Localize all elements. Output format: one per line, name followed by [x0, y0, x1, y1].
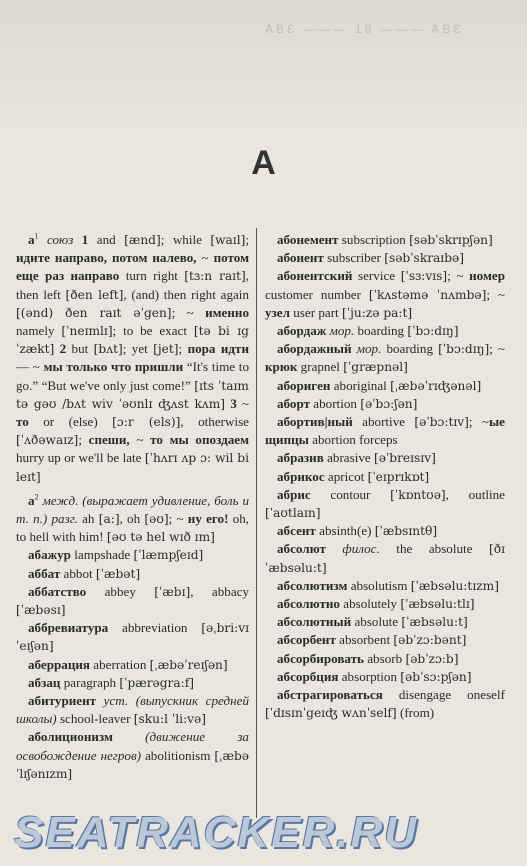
entry-abolitsionizm: аболиционизм (движение за освобождение негров) abolitionism [ˌæbəˈlɪʃənɪzm]: [16, 729, 249, 781]
entry-a1: $а^1$ союз 1 and [ænd]; while [waɪl]; идите направо, потом налево, ~ потом еще раз направо turn right [tɜ:n raɪt], then left [ðen left], (and) then right again [(ənd) ðen raɪt əˈgen]; ~ именно namely [ˈneɪmlɪ]; to be exact [tə bi ɪgˈzækt] 2 but [bʌt]; yet [jet]; пора идти — ~ мы только что пришли “It's time to go.” “But we've only just come!” [ɪts ˈtaɪm tə gəʊ /bʌt wiv ˈəʊnlɪ ʤʌst kʌm] 3 ~ то or (else) [ɔ:r (els)], otherwise [ˈʌðəwaɪz]; спеши, ~ то мы опоздаем hurry up or we'll be late [ˈhʌrɪ ʌp ɔ: wil bi leɪt]: [16, 231, 250, 484]
entry-absolyut: абсолют филос. the absolute [ðɪ ˈæbsəlu:t]: [265, 541, 505, 575]
entry-abris: абрис contour [ˈkɒntʊə], outline [ˈaʊtlaɪn]: [265, 486, 505, 521]
entry-abbreviatura: аббревиатура abbreviation [əˌbri:vɪˈeɪʃən]: [16, 620, 249, 654]
entry-abordazhnyy: абордажный мор. boarding [ˈbɔ:dɪŋ]; ~ крюк grapnel [ˈgræpnəl]: [265, 341, 506, 375]
right-column: [265, 231, 505, 722]
entry-aberratsiya: аберрация aberration [ˌæbəˈreɪʃən]: [28, 656, 228, 672]
entry-absorbirovat: абсорбировать absorb [əbˈzɔ:b]: [277, 650, 459, 666]
entry-absolyutno: абсолютно absolutely [ˈæbsəlu:tlɪ]: [277, 596, 475, 612]
entry-abstragirovatsya: абстрагироваться disengage oneself [ˈdɪsɪnˈgeɪʤ wʌnˈself] (from): [265, 687, 505, 721]
entry-abort: аборт abortion [əˈbɔ:ʃən]: [277, 395, 418, 411]
entry-abrikos: абрикос apricot [ˈeɪprɪkɒt]: [277, 468, 430, 484]
entry-abonement: абонемент subscription [səbˈskrɪpʃən]: [277, 232, 493, 247]
entry-a2: $а^2$ межд. (выражает удивление, боль и т. п.) разг. ah [a:], oh [əʊ]; ~ ну его! oh, to hell with him! [əʊ tə hel wɪð ɪm]: [16, 492, 250, 545]
column-divider: [256, 228, 257, 818]
entry-abbatstvo: аббатство abbey [ˈæbɪ], abbacy [ˈæbəsɪ]: [16, 583, 249, 618]
watermark-text: SEATRACKER.RU: [14, 808, 419, 857]
entry-abonent: абонент subscriber [səbˈskraɪbə]: [277, 250, 464, 266]
entry-abortivnyy: абортив|ный abortive [əˈbɔ:tɪv]; ~ые щипцы abortion forceps: [265, 414, 505, 448]
entry-abonentskiy: абонентский service [ˈsɜ:vɪs]; ~ номер customer number [ˈkʌstəmə ˈnʌmbə]; ~ узел user part [ˈju:zə pa:t]: [265, 268, 506, 320]
entry-absorbent: абсорбент absorbent [əbˈzɔ:bənt]: [277, 632, 467, 648]
entry-absolyutnyy: абсолютный absolute [ˈæbsəlu:t]: [277, 614, 468, 630]
entry-abazhur: абажур lampshade [ˈlæmpʃeɪd]: [28, 547, 204, 563]
watermark-logo: [14, 808, 519, 858]
entry-abbat: аббат abbot [ˈæbət]: [28, 565, 141, 581]
entry-abzats: абзац paragraph [ˈpærəgra:f]: [28, 674, 195, 690]
entry-absorbtsiya: абсорбция absorption [əbˈsɔ:pʃən]: [277, 668, 472, 684]
entry-absolyutizm: абсолютизм absolutism [ˈæbsəlu:tɪzm]: [277, 577, 499, 593]
entry-abiturient: абитуриент уст. (выпускник средней школы) school-leaver [sku:l ˈli:və]: [16, 693, 249, 727]
section-letter: А: [251, 144, 276, 182]
bleed-through-area: [0, 0, 527, 140]
entry-abordazh: абордаж мор. boarding [ˈbɔ:dɪŋ]: [277, 323, 459, 339]
entry-aborigen: абориген aboriginal [ˌæbəˈrɪʤənəl]: [277, 377, 482, 393]
left-column: [16, 231, 249, 783]
bleed-through-header: ABƐ ——— 18 ——— ABƐ: [265, 22, 464, 36]
entry-absent: абсент absinth(e) [ˈæbsɪntθ]: [277, 523, 438, 539]
entry-abraziv: абразив abrasive [əˈbreɪsɪv]: [277, 450, 436, 466]
